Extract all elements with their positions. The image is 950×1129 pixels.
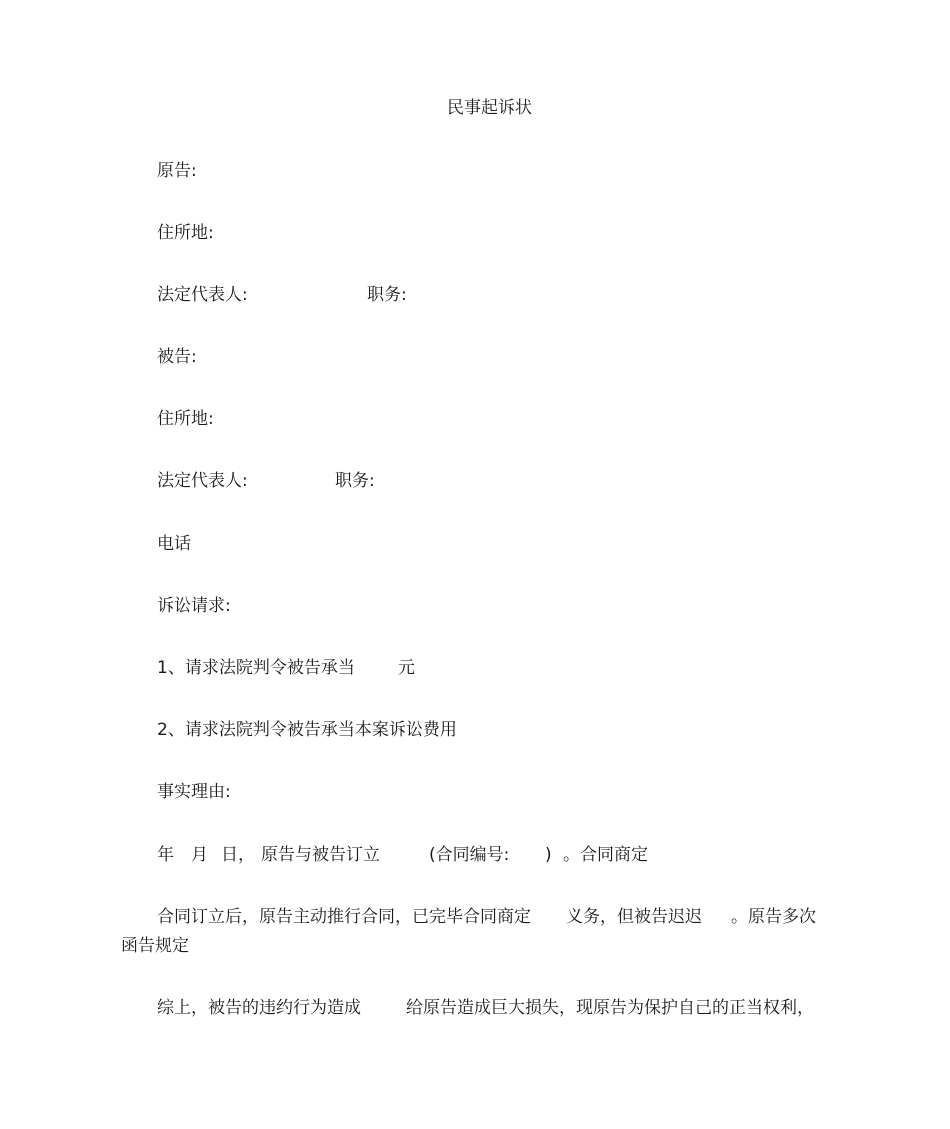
date-day: 日， bbox=[221, 845, 255, 865]
defendant-position-label: 职务: bbox=[335, 471, 375, 491]
claim-item-2: 2、请求法院判令被告承当本案诉讼费用 bbox=[157, 720, 457, 740]
facts-heading: 事实理由: bbox=[157, 782, 231, 802]
defendant-address-label: 住所地: bbox=[157, 409, 214, 429]
para3-b: 给原告造成巨大损失，现原告为保护自己的正当权利， bbox=[406, 998, 814, 1018]
claims-heading: 诉讼请求: bbox=[157, 596, 231, 616]
para2-line1a: 合同订立后，原告主动推行合同，已完毕合同商定 bbox=[157, 907, 531, 927]
defendant-label: 被告: bbox=[157, 347, 197, 367]
plaintiff-position-label: 职务: bbox=[367, 285, 407, 305]
claim-item-1: 1、请求法院判令被告承当 bbox=[157, 658, 355, 678]
contract-sign-text: 原告与被告订立 bbox=[261, 845, 380, 865]
plaintiff-address-label: 住所地: bbox=[157, 223, 214, 243]
date-month: 月 bbox=[191, 845, 208, 865]
claim-item-1-unit: 元 bbox=[398, 658, 415, 678]
para2-line1b: 义务，但被告迟迟 bbox=[566, 907, 702, 927]
para2-line2: 函告规定 bbox=[121, 936, 189, 956]
contract-number-label: (合同编号: bbox=[429, 845, 510, 865]
defendant-rep-label: 法定代表人: bbox=[157, 471, 248, 491]
contract-agreed-text: 。合同商定 bbox=[563, 845, 648, 865]
date-year: 年 bbox=[157, 845, 174, 865]
para3-a: 综上，被告的违约行为造成 bbox=[157, 998, 361, 1018]
para2-line1c: 。原告多次 bbox=[731, 907, 816, 927]
document-title: 民事起诉状 bbox=[447, 98, 532, 118]
contract-number-close: ) bbox=[545, 845, 552, 865]
plaintiff-label: 原告: bbox=[157, 161, 197, 181]
defendant-phone-label: 电话 bbox=[157, 534, 191, 554]
plaintiff-rep-label: 法定代表人: bbox=[157, 285, 248, 305]
